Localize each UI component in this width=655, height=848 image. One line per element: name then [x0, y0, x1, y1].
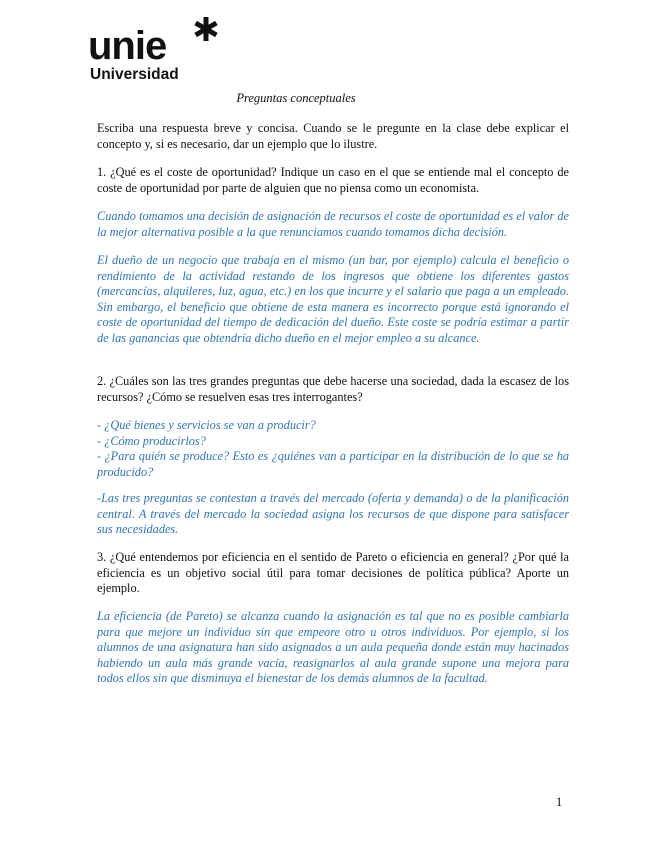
asterisk-icon	[191, 14, 221, 44]
answer-1b-text: El dueño de un negocio que trabaja en el mismo (un bar, por ejemplo) calcula el beneficio o rendimiento de la actividad restando de los ingresos que obtiene los diferentes gastos (mercancías, alquileres, luz, agua, etc.) en los que incurre y el salario que paga a un empleado. Sin embargo, el beneficio que obtiene de esta manera es incorrecto porque está ignorando el coste de oportunidad del tiempo de dedicación del dueño. Este coste se podría estimar a partir de las ganancias que obtendría dicho dueño en el mejor empleo a su alcance.	[97, 253, 569, 345]
unie-logo	[88, 14, 228, 86]
answer-2-text: -Las tres preguntas se contestan a través del mercado (oferta y demanda) o de la planificación central. A través del mercado la sociedad asigna los recursos de que dispone para satisfacer sus necesidades.	[97, 491, 569, 537]
answer-1b	[97, 253, 569, 347]
question-1-text: 1. ¿Qué es el coste de oportunidad? Indique un caso en el que se entiende mal el concepto de coste de oportunidad por parte de alguien que no piensa como un economista.	[97, 165, 569, 195]
question-3	[97, 550, 569, 597]
question-2	[97, 374, 569, 405]
page-number: 1	[556, 795, 563, 809]
question-1	[97, 165, 569, 196]
list-item: - ¿Qué bienes y servicios se van a producir?	[97, 418, 316, 432]
list-item: - ¿Cómo producirlos?	[97, 433, 206, 448]
answer-3	[97, 609, 569, 687]
answer-1a	[97, 209, 569, 240]
logo-subtitle: Universidad	[90, 66, 179, 83]
intro-paragraph	[97, 121, 569, 152]
question-2-text: 2. ¿Cuáles son las tres grandes preguntas que debe hacerse una sociedad, dada la escasez de los recursos? ¿Cómo se resuelven esas tres interrogantes?	[97, 374, 569, 404]
intro-text: Escriba una respuesta breve y concisa. Cuando se le pregunte en la clase debe explicar el concepto y, si es necesario, dar un ejemplo que lo ilustre.	[97, 121, 569, 151]
document-title: Preguntas conceptuales	[236, 91, 356, 105]
answer-2	[97, 491, 569, 538]
answer-2-list	[97, 418, 569, 480]
logo-wordmark: unie	[88, 24, 167, 68]
question-3-text: 3. ¿Qué entendemos por eficiencia en el sentido de Pareto o eficiencia en general? ¿Por qué la eficiencia es un objetivo social útil para tomar decisiones de política pública? Aporte un ejemplo.	[97, 550, 569, 596]
list-item: - ¿Para quién se produce? Esto es ¿quiénes van a participar en la distribución de lo que se ha producido?	[97, 449, 569, 479]
answer-1a-text: Cuando tomamos una decisión de asignación de recursos el coste de oportunidad es el valor de la mejor alternativa posible a la que renunciamos cuando tomamos dicha decisión.	[97, 209, 569, 239]
answer-3-text: La eficiencia (de Pareto) se alcanza cuando la asignación es tal que no es posible cambiarla para que mejore un individuo sin que empeore otro u otros individuos. Por ejemplo, si los alumnos de una asignatura han sido asignados a un aula pequeña donde están muy hacinados habiendo un aula más grande vacía, reasignarlos al aula grande supone una mejora para todos ellos sin que disminuya el bienestar de los demás alumnos de la facultad.	[97, 609, 569, 686]
